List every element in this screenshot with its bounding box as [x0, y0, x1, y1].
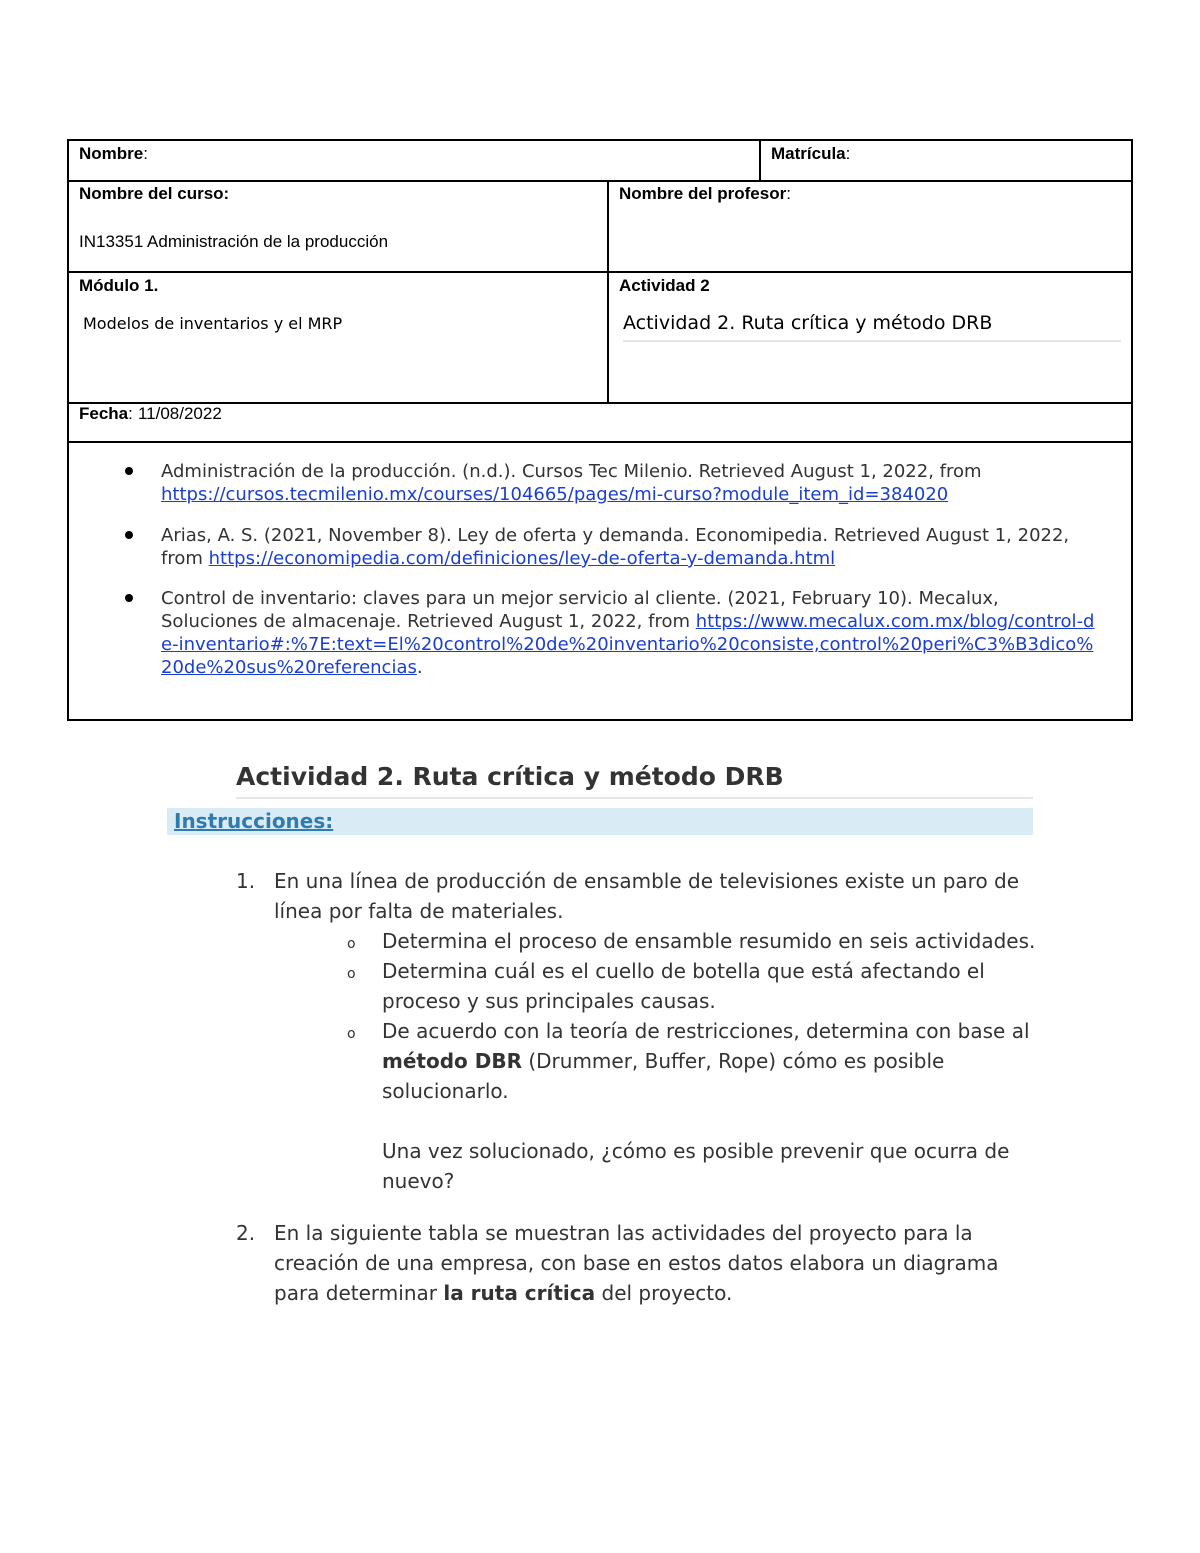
- reference-link[interactable]: https://www.mecalux.com.mx/blog/control-de-inventario#:%7E:text=El%20control%20de%20inventario%20consiste,control%20peri%C3%B3dico%20de%20sus%20referencias: [161, 611, 1095, 678]
- reference-text: Control de inventario: claves para un mejor servicio al cliente. (2021, February 10). Mecalux, Soluciones de almacenaje. Retrieved August 1, 2022, from: [161, 588, 999, 632]
- reference-item: [161, 460, 1101, 506]
- modulo-value: Modelos de inventarios y el MRP: [83, 314, 343, 333]
- cell-curso: [69, 182, 609, 271]
- cell-modulo: [69, 273, 609, 402]
- circle-bullet-icon: o: [347, 936, 356, 952]
- list-item: [236, 1218, 1036, 1308]
- reference-item: [161, 587, 1101, 679]
- curso-label: Nombre del curso:: [79, 184, 230, 203]
- sub-item: [236, 1016, 1036, 1106]
- list-item: [236, 866, 1036, 926]
- row-nombre: [69, 141, 1131, 182]
- bullet-icon: [125, 594, 133, 602]
- item-text: En la siguiente tabla se muestran las actividades del proyecto para la creación de una empresa, con base en estos datos elabora un diagrama para determinar: [274, 1221, 999, 1305]
- reference-link[interactable]: https://economipedia.com/definiciones/ley-de-oferta-y-demanda.html: [208, 548, 836, 569]
- sub-item: [236, 926, 1036, 956]
- reference-text: Administración de la producción. (n.d.). Cursos Tec Milenio. Retrieved August 1, 2022, from: [161, 461, 982, 482]
- sub-item-followup: [236, 1136, 1036, 1196]
- instructions-banner: [167, 808, 1033, 835]
- sub-item-emphasis: método DBR: [382, 1049, 522, 1073]
- reference-text: Arias, A. S. (2021, November 8). Ley de oferta y demanda. Economipedia. Retrieved August 1, 2022, from: [161, 525, 1070, 569]
- cell-nombre: Nombre:: [79, 144, 148, 163]
- item-text: del proyecto.: [595, 1281, 733, 1305]
- instructions-label: Instrucciones:: [174, 809, 334, 833]
- circle-bullet-icon: o: [347, 1026, 356, 1042]
- sub-item-text: De acuerdo con la teoría de restricciones, determina con base al: [382, 1019, 1030, 1043]
- activity-title: Actividad 2. Ruta crítica y método DRB: [236, 762, 1033, 799]
- curso-value: IN13351 Administración de la producción: [79, 232, 389, 251]
- matricula-label: Matrícula: [771, 144, 846, 163]
- reference-link[interactable]: https://cursos.tecmilenio.mx/courses/104665/pages/mi-curso?module_item_id=384020: [161, 484, 949, 505]
- profesor-label: Nombre del profesor: [619, 184, 787, 203]
- cell-actividad: [607, 273, 1131, 402]
- fecha-value: 11/08/2022: [137, 404, 222, 423]
- cell-fecha: Fecha: 11/08/2022: [79, 404, 222, 423]
- nombre-label: Nombre: [79, 144, 144, 163]
- reference-suffix: .: [416, 657, 423, 678]
- reference-item: [161, 524, 1101, 570]
- item-text: En una línea de producción de ensamble de televisiones existe un paro de línea por falta de materiales.: [274, 869, 1020, 923]
- modulo-label: Módulo 1.: [79, 276, 159, 295]
- item-number: 1.: [236, 869, 256, 893]
- row-curso: [69, 182, 1131, 273]
- actividad-value: Actividad 2. Ruta crítica y método DRB: [623, 312, 1121, 342]
- sub-item-text: Una vez solucionado, ¿cómo es posible prevenir que ocurra de nuevo?: [382, 1139, 1010, 1193]
- cell-profesor: Nombre del profesor:: [607, 182, 1131, 271]
- actividad-label: Actividad 2: [619, 276, 710, 295]
- item-number: 2.: [236, 1221, 256, 1245]
- header-table: [67, 139, 1133, 721]
- bullet-icon: [125, 531, 133, 539]
- row-modulo: [69, 273, 1131, 404]
- cell-matricula: Matrícula:: [759, 141, 1131, 180]
- sub-item-text: Determina el proceso de ensamble resumido en seis actividades.: [382, 929, 1036, 953]
- sub-item-text: (Drummer, Buffer, Rope) cómo es posible solucionarlo.: [382, 1049, 945, 1103]
- fecha-label: Fecha: [79, 404, 129, 423]
- item-emphasis: la ruta crítica: [443, 1281, 596, 1305]
- bullet-icon: [125, 467, 133, 475]
- sub-item-text: Determina cuál es el cuello de botella que está afectando el proceso y sus principales causas.: [382, 959, 985, 1013]
- row-fecha: [69, 404, 1131, 443]
- circle-bullet-icon: o: [347, 966, 356, 982]
- references-cell: [69, 443, 1131, 719]
- instructions-list: [236, 866, 1036, 1308]
- sub-item: [236, 956, 1036, 1016]
